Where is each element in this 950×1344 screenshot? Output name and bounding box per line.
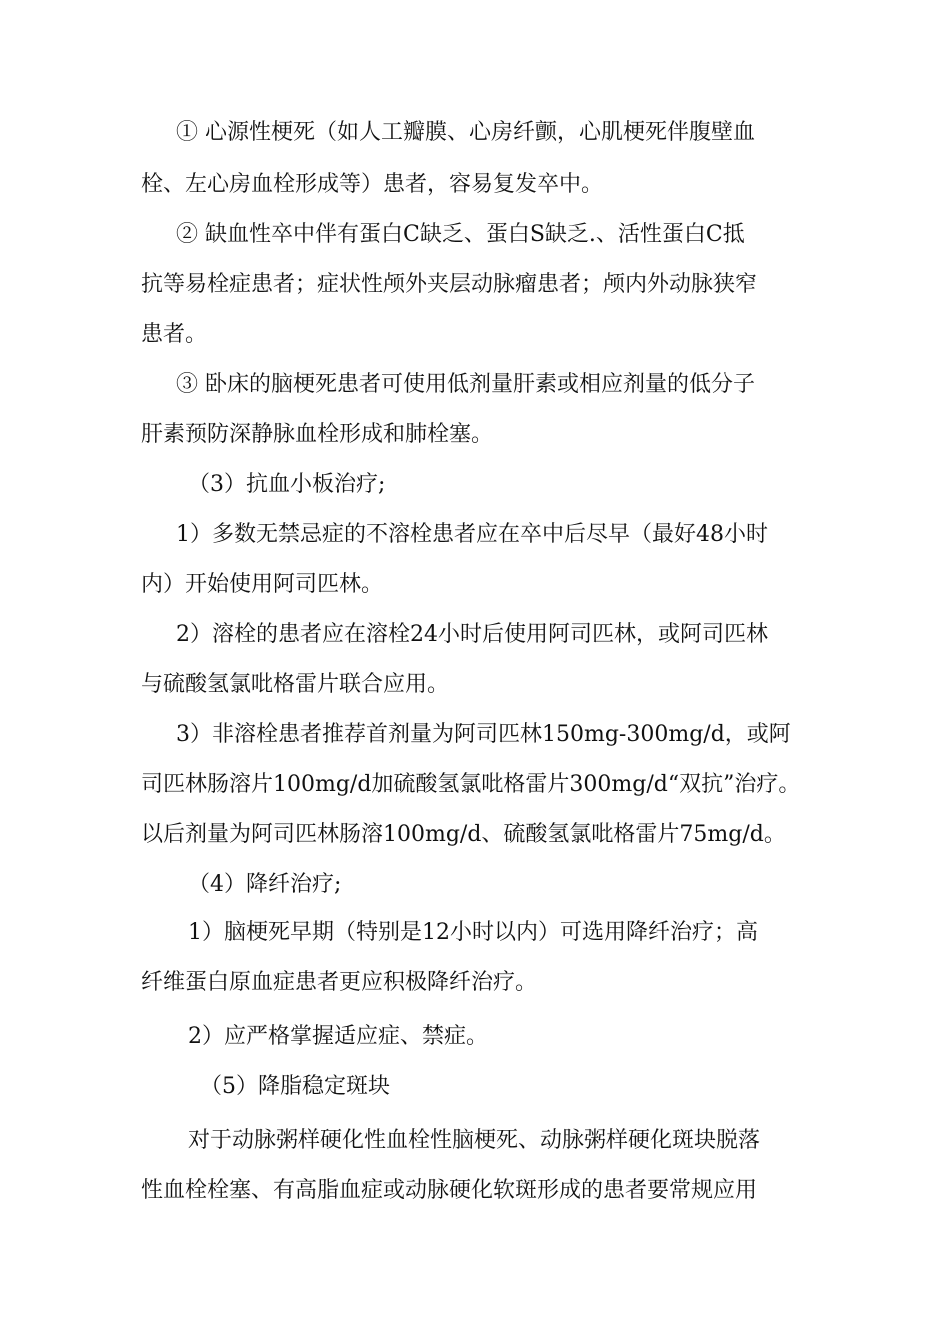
paragraph-line-7: 肝素预防深静脉血栓形成和肺栓塞。 [141, 422, 494, 447]
paragraph-line-14: 司匹林肠溶片100mg/d加硫酸氢氯吡格雷片300mg/d“双抗”治疗。 [141, 772, 801, 797]
section-heading-defibrination: （4）降纤治疗; [188, 872, 342, 897]
paragraph-line-13: 3）非溶栓患者推荐首剂量为阿司匹林150mg-300mg/d，或阿 [176, 722, 791, 747]
paragraph-line-2: 栓、左心房血栓形成等）患者，容易复发卒中。 [141, 172, 604, 197]
paragraph-line-11: 2）溶栓的患者应在溶栓24小时后使用阿司匹林，或阿司匹林 [176, 622, 768, 647]
paragraph-line-5: 患者。 [141, 322, 208, 347]
section-heading-lipid-lowering: （5）降脂稳定斑块 [200, 1074, 390, 1099]
paragraph-line-9: 1）多数无禁忌症的不溶栓患者应在卒中后尽早（最好48小时 [176, 522, 768, 547]
paragraph-line-6: ③ 卧床的脑梗死患者可使用低剂量肝素或相应剂量的低分子 [176, 372, 755, 397]
paragraph-line-1: ① 心源性梗死（如人工瓣膜、心房纤颤，心肌梗死伴腹壁血 [176, 120, 755, 145]
paragraph-line-3: ② 缺血性卒中伴有蛋白C缺乏、蛋白S缺乏.、活性蛋白C抵 [176, 222, 745, 247]
paragraph-line-15: 以后剂量为阿司匹林肠溶100mg/d、硫酸氢氯吡格雷片75mg/d。 [141, 822, 786, 847]
paragraph-line-4: 抗等易栓症患者；症状性颅外夹层动脉瘤患者；颅内外动脉狭窄 [141, 272, 758, 297]
paragraph-line-19: 2）应严格掌握适应症、禁症。 [188, 1024, 488, 1049]
section-heading-antiplatelet: （3）抗血小板治疗; [188, 472, 386, 497]
paragraph-line-17: 1）脑梗死早期（特别是12小时以内）可选用降纤治疗；高 [188, 920, 758, 945]
paragraph-line-12: 与硫酸氢氯吡格雷片联合应用。 [141, 672, 450, 697]
paragraph-line-22: 性血栓栓塞、有高脂血症或动脉硬化软斑形成的患者要常规应用 [141, 1178, 758, 1203]
paragraph-line-18: 纤维蛋白原血症患者更应积极降纤治疗。 [141, 970, 538, 995]
paragraph-line-21: 对于动脉粥样硬化性血栓性脑梗死、动脉粥样硬化斑块脱落 [188, 1128, 761, 1153]
paragraph-line-10: 内）开始使用阿司匹林。 [141, 572, 384, 597]
